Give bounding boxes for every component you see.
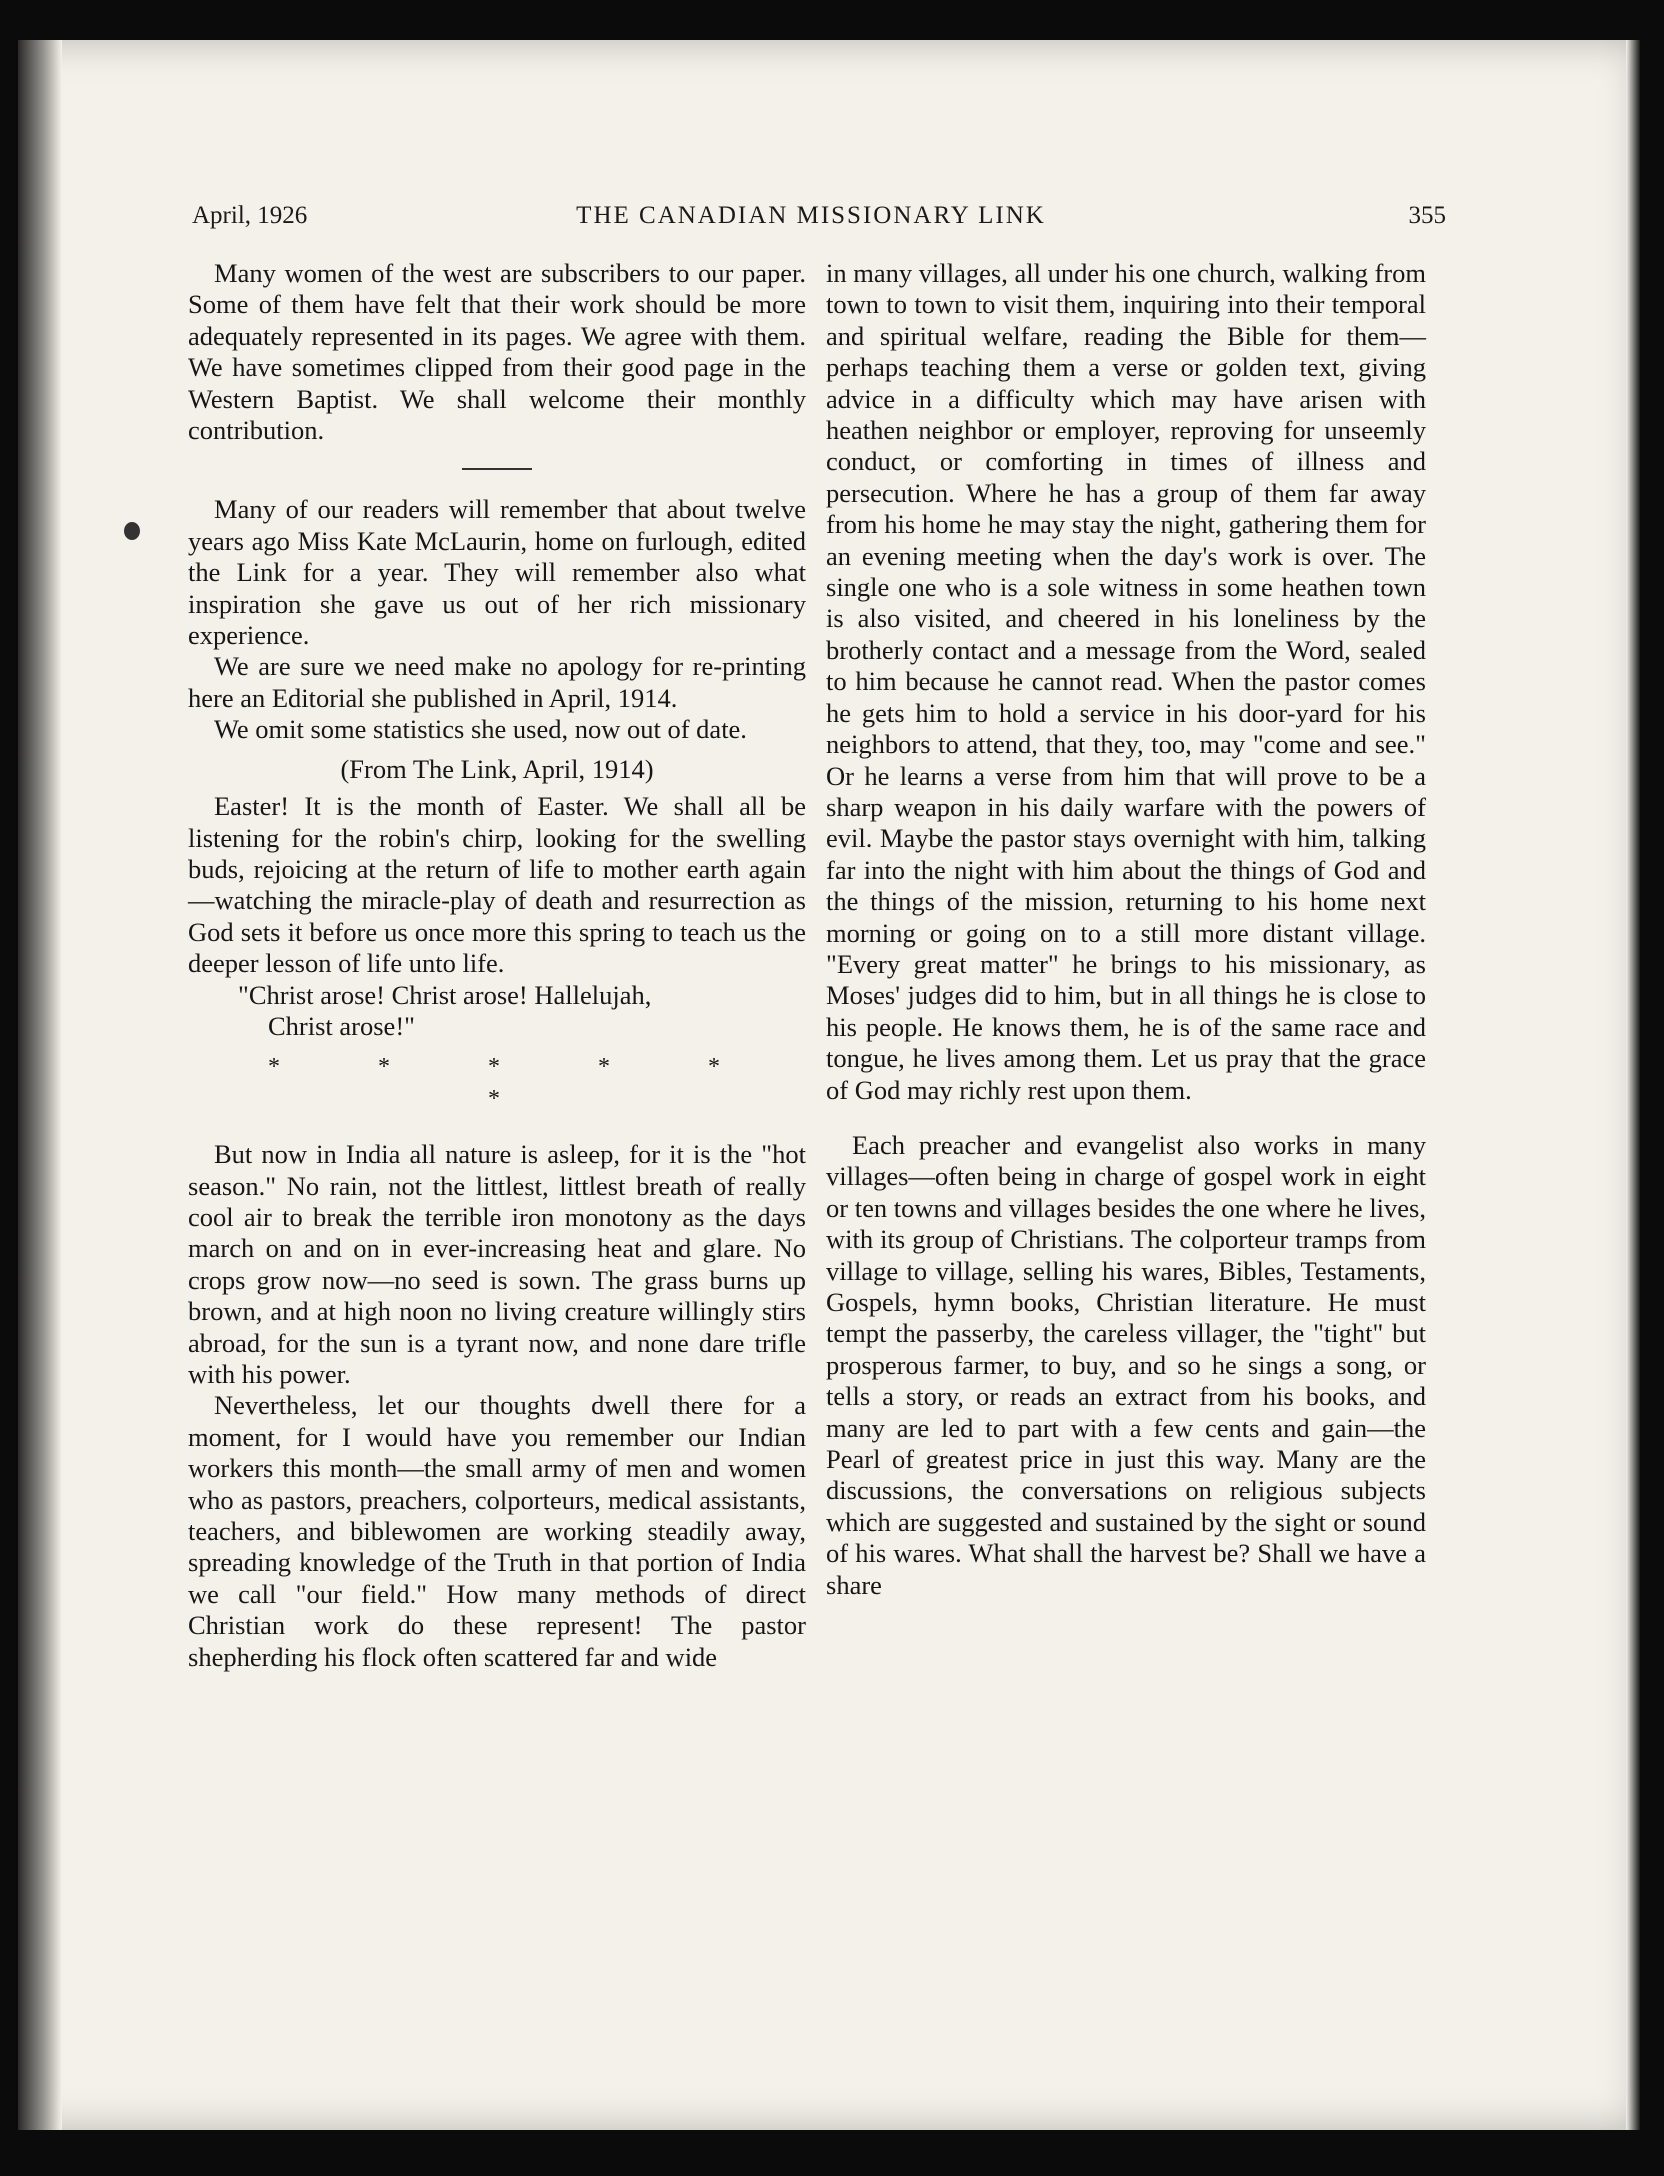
paragraph: Many of our readers will remember that about twelve years ago Miss Kate McLaurin, home on furlough, edited the Link for a year. They will remember also what inspiration she gave us out of her rich missionary experience. (188, 494, 806, 651)
hymn-quote-line: Christ arose!" (268, 1010, 415, 1041)
right-column (826, 258, 1426, 1601)
running-header (176, 202, 1446, 238)
paragraph: Nevertheless, let our thoughts dwell there for a moment, for I would have you remember our Indian workers this month—the small army of men and women who as pastors, preachers, colporteurs, medical assistants, teachers, and biblewomen are working steadily away, spreading knowledge of the Truth in that portion of India we call "our field." How many methods of direct Christian work do these represent! The pastor shepherding his flock often scattered far and wide (188, 1390, 806, 1672)
paragraph: Easter! It is the month of Easter. We shall all be listening for the robin's chirp, looking for the swelling buds, rejoicing at the return of life to mother earth again—watching the miracle-play of death and resurrection as God sets it before us once more this spring to teach us the deeper lesson of life unto life. (188, 791, 806, 979)
hymn-quote-line: "Christ arose! Christ arose! Hallelujah, (238, 979, 652, 1010)
journal-title: THE CANADIAN MISSIONARY LINK (576, 202, 1046, 229)
issue-date: April, 1926 (192, 202, 308, 229)
paragraph: Many women of the west are subscribers to our paper. Some of them have felt that their work should be more adequately represented in its pages. We agree with them. We have sometimes clipped from their good page in the Western Baptist. We shall welcome their monthly contribution. (188, 258, 806, 446)
page-edge-shadow (1626, 40, 1640, 2130)
paragraph: We omit some statistics she used, now out of date. (214, 714, 747, 745)
ink-speck (124, 522, 140, 540)
paragraph: in many villages, all under his one church, walking from town to town to visit them, inquiring into their temporal and spiritual welfare, reading the Bible for them—perhaps teaching them a verse or golden text, giving advice in a difficulty which may have arisen with heathen neighbor or employer, reproving for unseemly conduct, or comforting in times of illness and persecution. Where he has a group of them far away from his home he may stay the night, gathering them for an evening meeting when the day's work is over. The single one who is a sole witness in some heathen town is also visited, and cheered in his loneliness by the brotherly contact and a message from the Word, sealed to him because he cannot read. When the pastor comes he gets him to hold a service in his door-yard for his neighbors to attend, that they, too, may "come and see." Or he learns a verse from him that will prove to be a sharp weapon in his daily warfare with the powers of evil. Maybe the pastor stays overnight with him, talking far into the night with him about the things of God and the things of the mission, returning to his home next morning or going on to a still more distant village. "Every great matter" he brings to his missionary, as Moses' judges did to him, but in all things he is close to his people. He knows them, he is of the same race and tongue, he lives among them. Let us pray that the grace of God may richly rest upon them. (826, 258, 1426, 1105)
source-line: (From The Link, April, 1914) (340, 753, 654, 784)
section-break-stars: * * * * * * (268, 1054, 766, 1112)
paragraph: But now in India all nature is asleep, for it is the "hot season." No rain, not the littlest, littlest breath of really cool air to break the terrible iron monotony as the days march on and on in ever-increasing heat and glare. No crops grow now—no seed is sown. The grass burns up brown, and at high noon no living creature willingly stirs abroad, for the sun is a tyrant now, and none dare trifle with his power. (188, 1139, 806, 1389)
left-column (188, 258, 806, 1673)
section-divider (462, 468, 532, 470)
page-binding-shadow (18, 40, 62, 2130)
page-number: 355 (1408, 202, 1446, 229)
paragraph: Each preacher and evangelist also works in many villages—often being in charge of gospel work in eight or ten towns and villages besides the one where he lives, with its group of Christians. The colporteur tramps from village to village, selling his wares, Bibles, Testaments, Gospels, hymn books, Christian literature. He must tempt the passerby, the careless villager, the "tight" but prosperous farmer, to buy, and so he sings a song, or tells a story, or reads an extract from his books, and many are led to part with a few cents and gain—the Pearl of greatest price in just this way. Many are the discussions, the conversations on religious subjects which are suggested and sustained by the sight or sound of his wares. What shall the harvest be? Shall we have a share (826, 1129, 1426, 1600)
paragraph: We are sure we need make no apology for re-printing here an Editorial she published in April, 1914. (188, 651, 806, 713)
